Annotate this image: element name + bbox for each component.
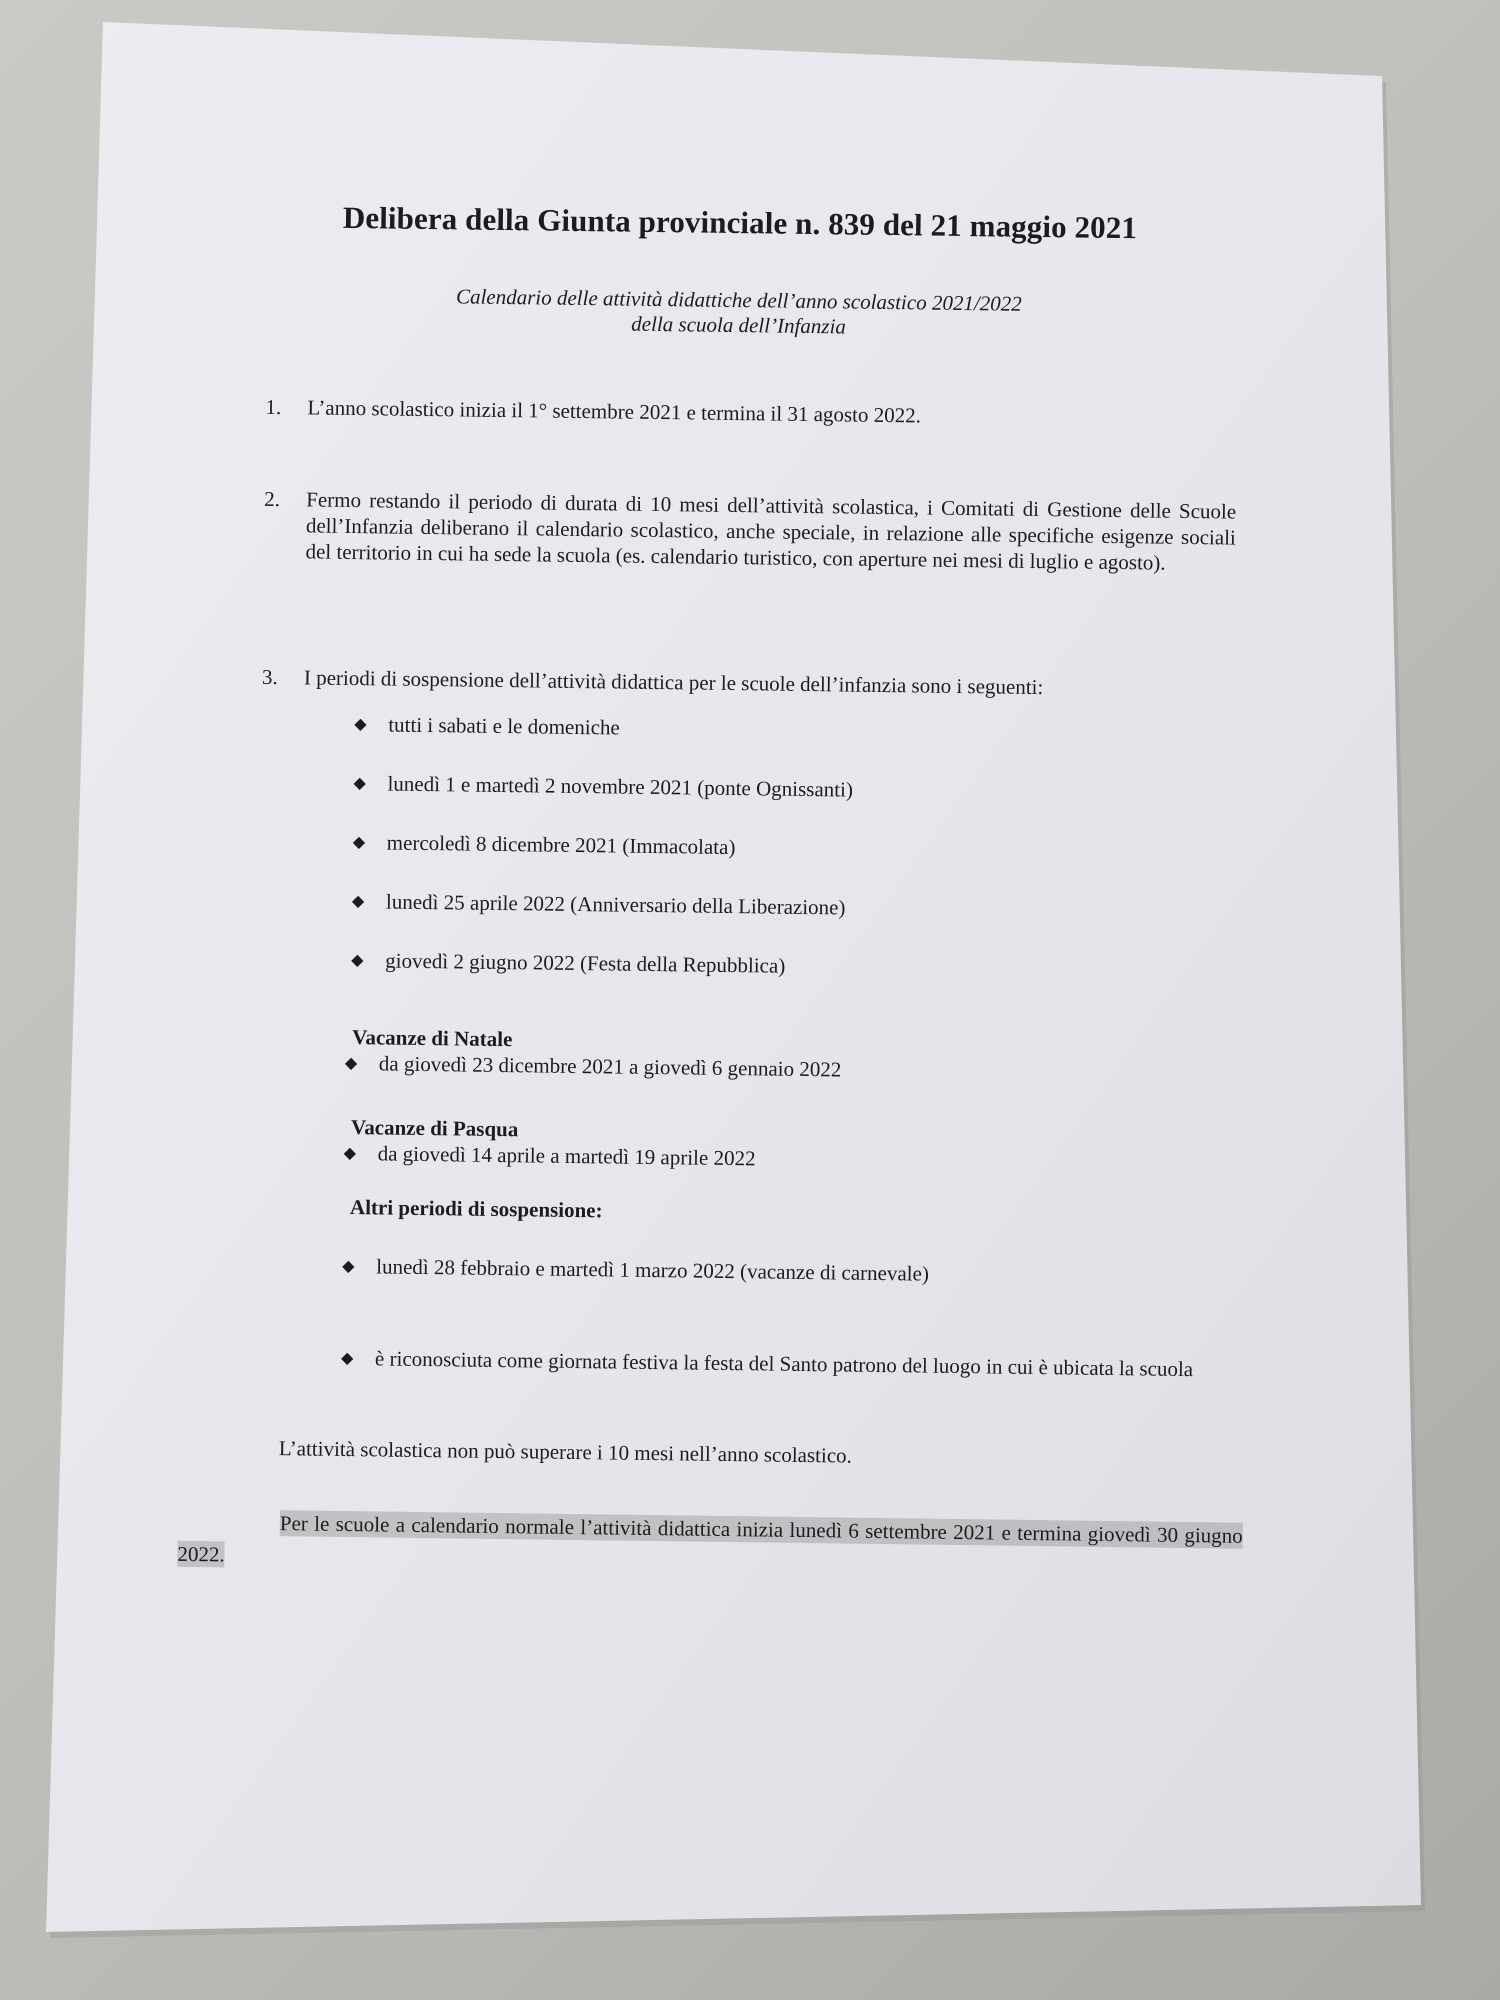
item-number: 3. [261, 664, 278, 690]
document-body [48, 21, 1413, 1938]
numbered-item-2 [264, 486, 1237, 576]
item-text: L’anno scolastico inizia il 1° settembre 2021 e termina il 31 agosto 2022. [307, 395, 922, 428]
document-subtitle-line1: Calendario delle attività didattiche dell’anno scolastico 2021/2022 [455, 284, 1022, 316]
diamond-bullet-icon: ◆ [351, 893, 365, 911]
item-number: 1. [265, 394, 282, 420]
list-item: ◆ è riconosciuta come giornata festiva la festa del Santo patrono del luogo in cui è ubicata la scuola [375, 1343, 1235, 1385]
document-subtitle-line2: della scuola dell’Infanzia [631, 311, 847, 339]
final-paragraph [177, 1506, 1243, 1584]
highlighted-text: Per le scuole a calendario normale l’attività didattica inizia lunedì 6 settembre 2021 e termina giovedì 30 giugno 2022. [177, 1511, 1243, 1567]
christmas-heading: Vacanze di Natale [352, 1025, 513, 1052]
list-item: ◆ lunedì 1 e martedì 2 novembre 2021 (ponte Ognissanti) [387, 769, 1187, 810]
list-item: ◆ tutti i sabati e le domeniche [388, 710, 1188, 751]
list-item: ◆ da giovedì 14 aprile a martedì 19 aprile 2022 [377, 1138, 1177, 1179]
diamond-bullet-icon: ◆ [344, 1054, 358, 1073]
list-item: ◆ mercoledì 8 dicembre 2021 (Immacolata) [387, 827, 1187, 868]
diamond-bullet-icon: ◆ [342, 1257, 355, 1276]
list-item: ◆ lunedì 25 aprile 2022 (Anniversario della Liberazione) [386, 886, 1186, 927]
diamond-bullet-icon: ◆ [352, 834, 366, 852]
list-item: ◆ lunedì 28 febbraio e martedì 1 marzo 2022 (vacanze di carnevale) [376, 1251, 1236, 1293]
other-suspension-heading: Altri periodi di sospensione: [349, 1195, 603, 1223]
list-item: ◆ da giovedì 23 dicembre 2021 a giovedì 6 gennaio 2022 [379, 1048, 1179, 1089]
diamond-bullet-icon: ◆ [353, 775, 366, 793]
numbered-item-1 [265, 394, 1097, 430]
list-item: ◆ giovedì 2 giugno 2022 (Festa della Repubblica) [385, 945, 1185, 986]
diamond-bullet-icon: ◆ [351, 952, 364, 970]
diamond-bullet-icon: ◆ [354, 716, 367, 734]
item-number: 2. [264, 486, 281, 512]
document-title: Delibera della Giunta provinciale n. 839 del 21 maggio 2021 [342, 199, 1138, 246]
item-text: I periodi di sospensione dell’attività didattica per le scuole dell’infanzia sono i seguenti: [303, 665, 1044, 700]
numbered-item-3 [261, 664, 1234, 702]
diamond-bullet-icon: ◆ [343, 1144, 357, 1163]
note-paragraph: L’attività scolastica non può superare i 10 mesi nell’anno scolastico. [278, 1436, 853, 1468]
easter-heading: Vacanze di Pasqua [350, 1115, 519, 1142]
diamond-bullet-icon: ◆ [340, 1349, 354, 1368]
item-text: Fermo restando il periodo di durata di 10 mesi dell’attività scolastica, i Comitati di Gestione delle Scuole dell’Infanzia deliberano il calendario scolastico, anche speciale, in relazione alle specifiche esigenze sociali del territorio in cui ha sede la scuola (es. calendario turistico, con aperture nei mesi di luglio e agosto). [305, 487, 1237, 575]
